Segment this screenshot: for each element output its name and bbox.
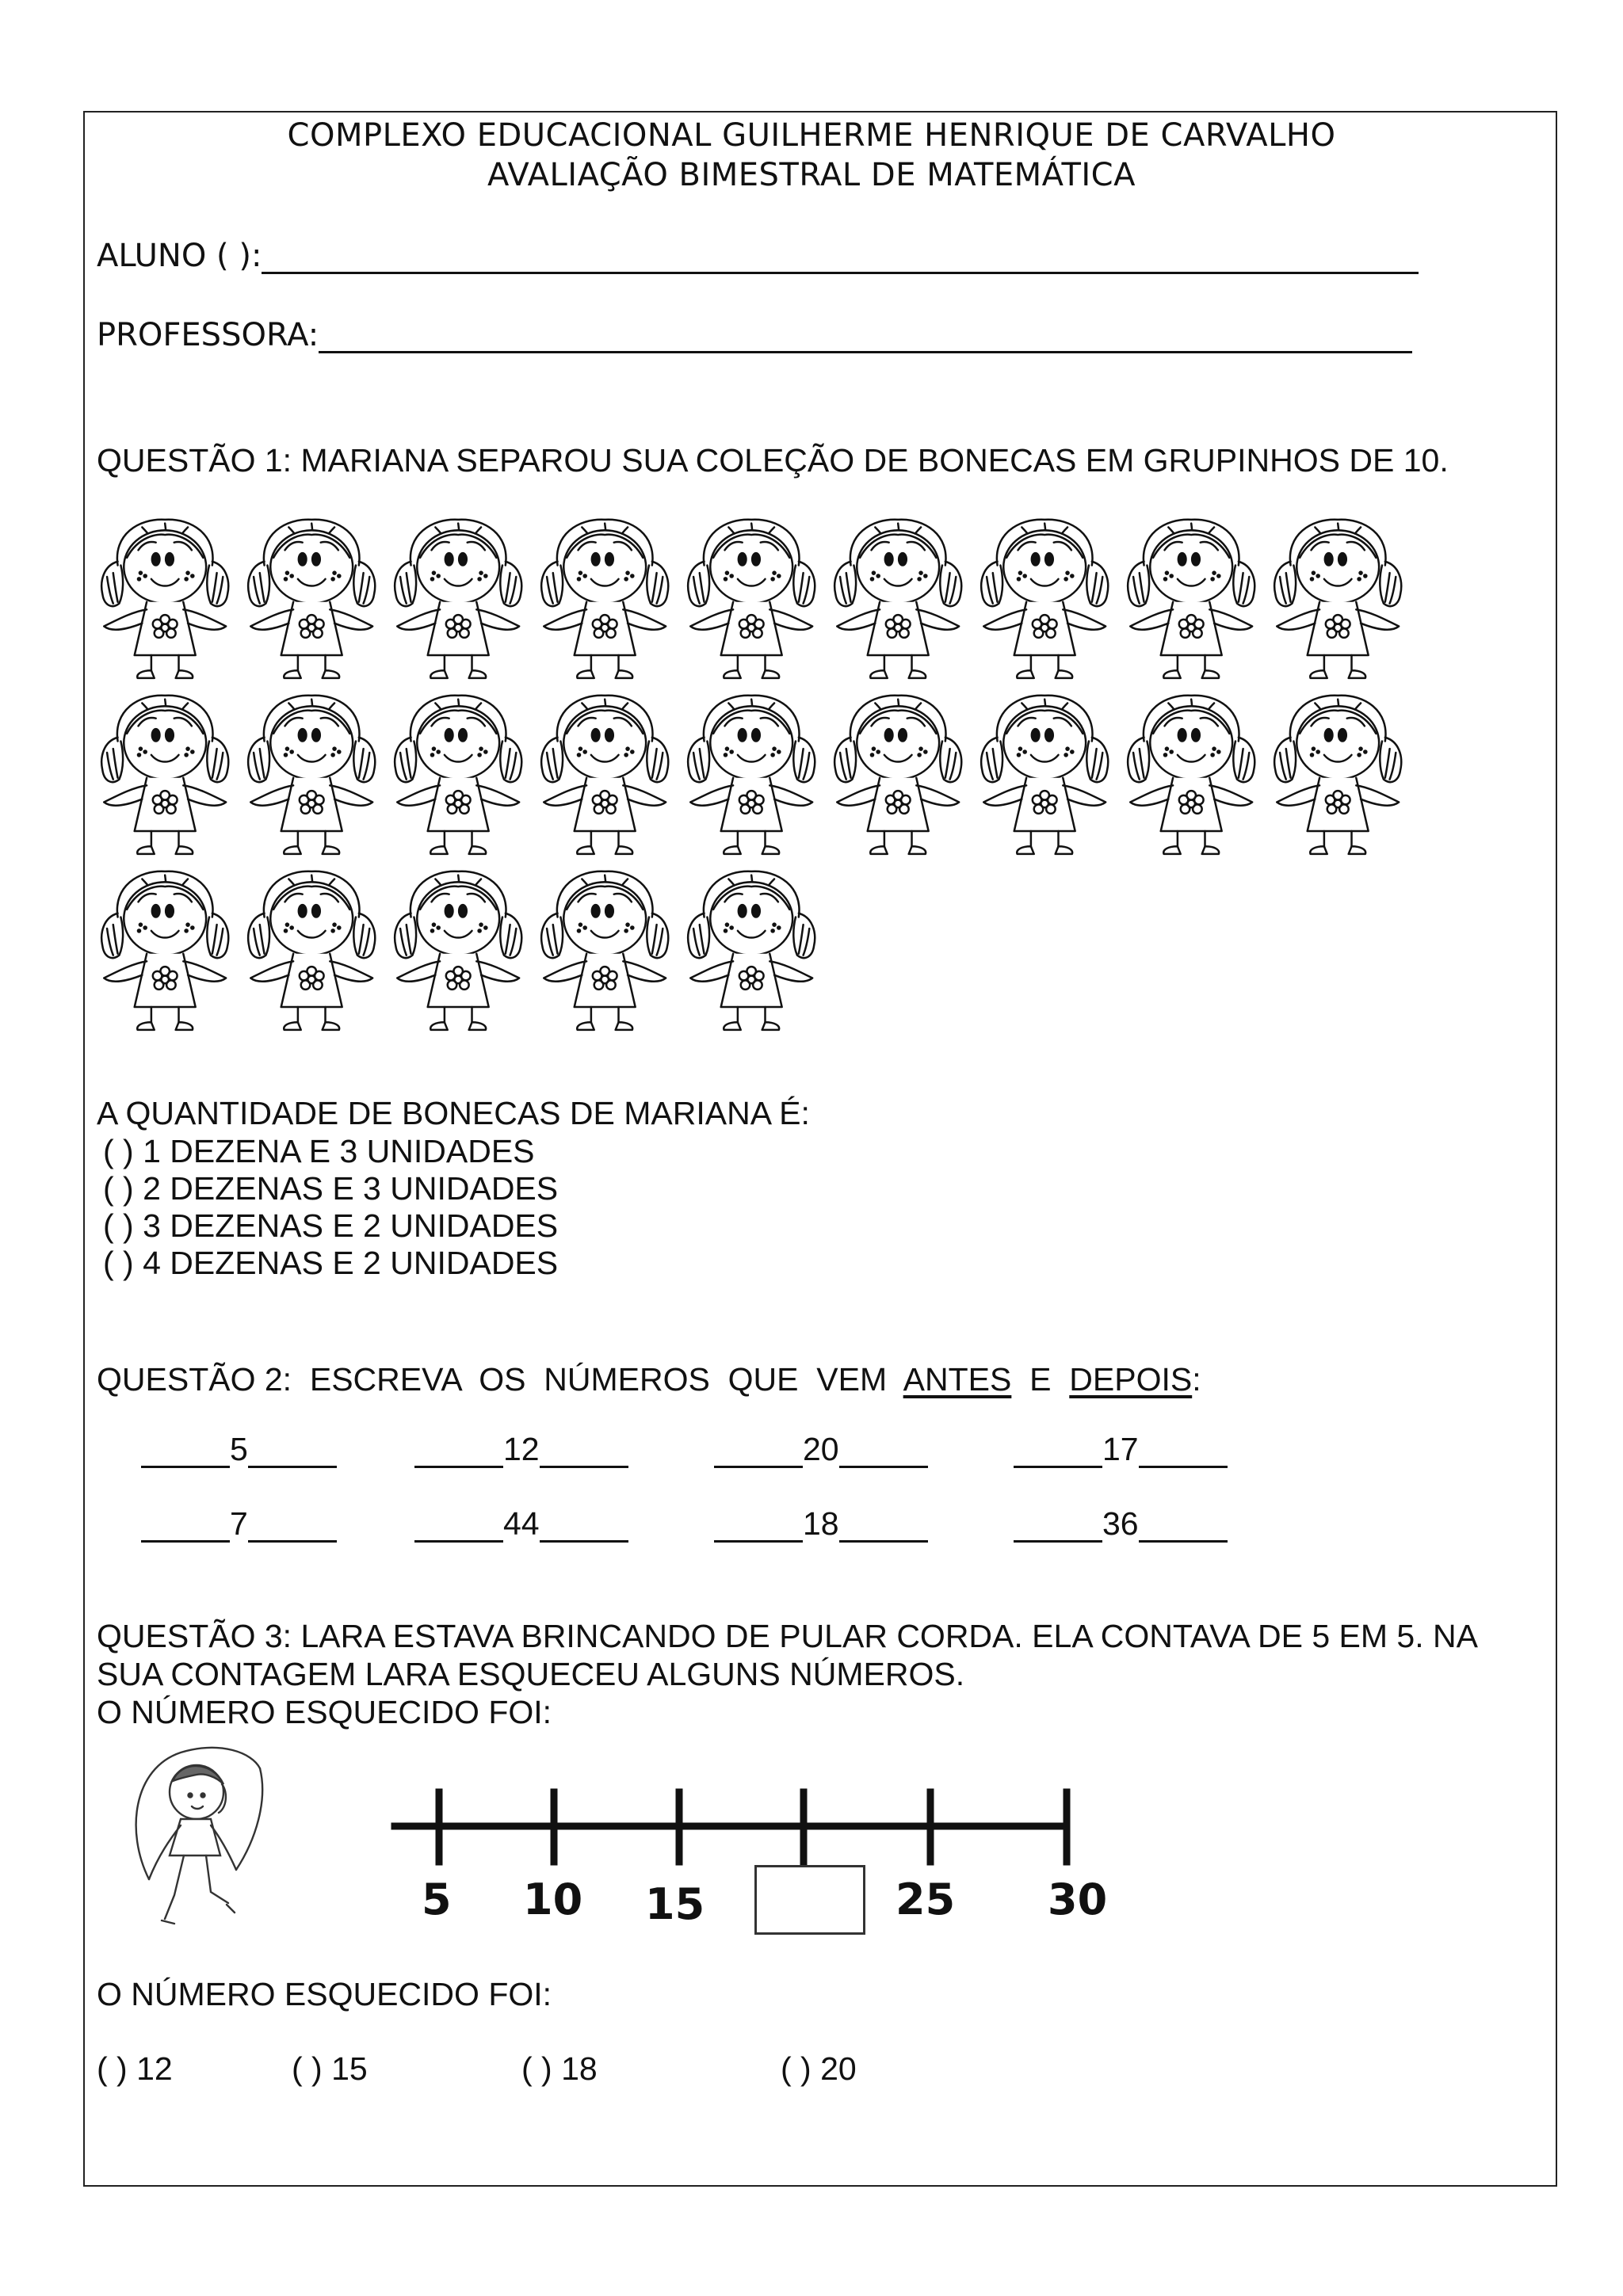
doll-icon <box>535 692 674 857</box>
q1-question: A QUANTIDADE DE BONECAS DE MARIANA É: <box>97 1095 810 1131</box>
number-line-label-2: 10 <box>523 1875 583 1924</box>
doll-icon <box>95 517 235 681</box>
number-line-label-6: 30 <box>1048 1875 1108 1924</box>
q2-depois: DEPOIS <box>1069 1361 1193 1398</box>
q2-end: : <box>1192 1361 1201 1398</box>
doll-icon <box>1121 692 1261 857</box>
doll-icon <box>1121 517 1261 681</box>
number-line <box>391 1783 1105 1870</box>
q2-item-r1-1[interactable]: 5 <box>141 1431 337 1468</box>
aluno-label: ALUNO ( ): <box>97 238 262 274</box>
aluno-line[interactable] <box>262 245 1419 274</box>
q2-item-r1-3[interactable]: 20 <box>714 1431 928 1468</box>
doll-icon <box>242 692 381 857</box>
q1-option-4[interactable]: ( ) 4 DEZENAS E 2 UNIDADES <box>103 1245 559 1281</box>
doll-icon <box>1268 517 1407 681</box>
missing-number-box[interactable] <box>754 1865 865 1935</box>
doll-icon <box>682 692 821 857</box>
q1-option-3[interactable]: ( ) 3 DEZENAS E 2 UNIDADES <box>103 1207 559 1244</box>
q3-prompt-line2: SUA CONTAGEM LARA ESQUECEU ALGUNS NÚMEROS. <box>97 1656 965 1692</box>
doll-icon <box>242 868 381 1033</box>
q3-prompt-line3: O NÚMERO ESQUECIDO FOI: <box>97 1694 552 1730</box>
number-line-label-1: 5 <box>422 1875 452 1924</box>
doll-icon <box>535 517 674 681</box>
doll-icon <box>95 868 235 1033</box>
q2-item-r1-4[interactable]: 17 <box>1014 1431 1228 1468</box>
school-name: COMPLEXO EDUCACIONAL GUILHERME HENRIQUE DE CARVALHO <box>287 117 1336 154</box>
doll-icon <box>95 692 235 857</box>
q1-option-1[interactable]: ( ) 1 DEZENA E 3 UNIDADES <box>103 1133 535 1169</box>
doll-icon <box>682 868 821 1033</box>
q2-prompt-start: QUESTÃO 2: ESCREVA OS NÚMEROS QUE VEM <box>97 1361 903 1398</box>
doll-icon <box>828 517 968 681</box>
doll-icon <box>828 692 968 857</box>
doll-icon <box>975 517 1114 681</box>
aluno-field[interactable] <box>97 238 1419 274</box>
number-line-label-3: 15 <box>645 1879 705 1929</box>
doll-icon <box>242 517 381 681</box>
exam-title: AVALIAÇÃO BIMESTRAL DE MATEMÁTICA <box>487 157 1136 193</box>
professora-label: PROFESSORA: <box>97 317 319 353</box>
q2-antes: ANTES <box>903 1361 1012 1398</box>
doll-icon <box>975 692 1114 857</box>
q3-option-4[interactable]: ( ) 20 <box>781 2050 857 2087</box>
jump-rope-girl-illustration <box>117 1737 276 1943</box>
q1-option-2[interactable]: ( ) 2 DEZENAS E 3 UNIDADES <box>103 1170 559 1207</box>
professora-field[interactable] <box>97 317 1412 353</box>
q2-item-r2-1[interactable]: 7 <box>141 1505 337 1543</box>
q3-option-1[interactable]: ( ) 12 <box>97 2050 173 2087</box>
doll-icon <box>388 692 528 857</box>
doll-icon <box>388 868 528 1033</box>
q2-item-r2-4[interactable]: 36 <box>1014 1505 1228 1543</box>
number-line-label-5: 25 <box>896 1875 956 1924</box>
doll-icon <box>682 517 821 681</box>
q2-middle: E <box>1011 1361 1070 1398</box>
q2-item-r2-2[interactable]: 44 <box>414 1505 628 1543</box>
q3-option-2[interactable]: ( ) 15 <box>292 2050 368 2087</box>
q3-question: O NÚMERO ESQUECIDO FOI: <box>97 1976 552 2012</box>
q2-prompt <box>97 1361 1201 1398</box>
doll-icon <box>1268 692 1407 857</box>
q2-item-r2-3[interactable]: 18 <box>714 1505 928 1543</box>
q2-item-r1-2[interactable]: 12 <box>414 1431 628 1468</box>
q1-prompt: QUESTÃO 1: MARIANA SEPAROU SUA COLEÇÃO DE BONECAS EM GRUPINHOS DE 10. <box>97 442 1449 479</box>
doll-icon <box>388 517 528 681</box>
professora-line[interactable] <box>319 324 1412 353</box>
doll-icon <box>535 868 674 1033</box>
q3-option-3[interactable]: ( ) 18 <box>521 2050 598 2087</box>
q3-prompt-line1: QUESTÃO 3: LARA ESTAVA BRINCANDO DE PULAR CORDA. ELA CONTAVA DE 5 EM 5. NA <box>97 1618 1478 1654</box>
